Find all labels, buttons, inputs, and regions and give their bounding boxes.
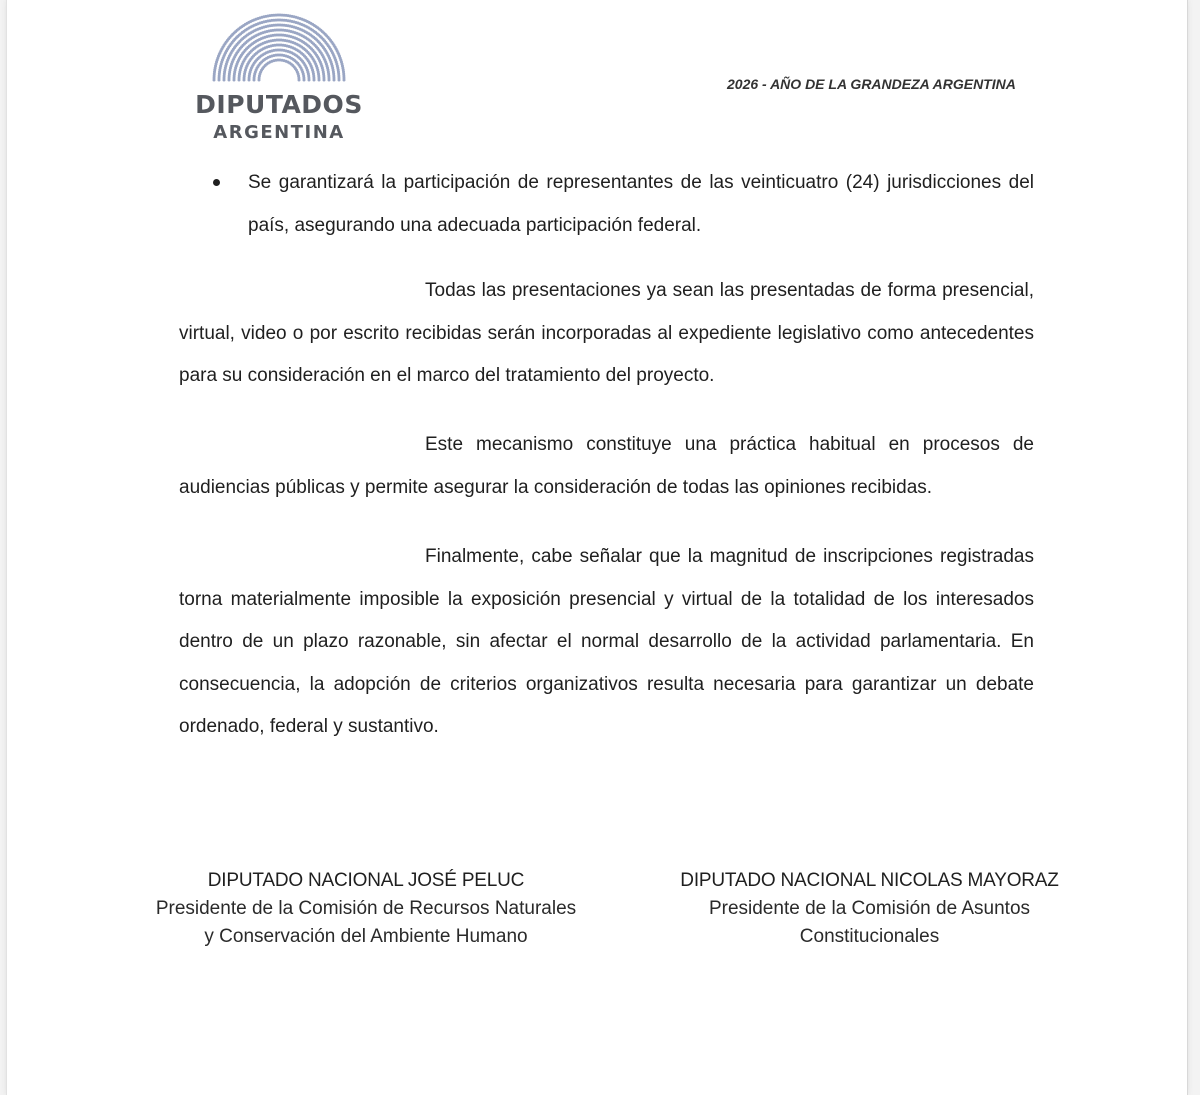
signature-role-line2: y Conservación del Ambiente Humano	[204, 926, 528, 947]
signature-name: DIPUTADO NACIONAL JOSÉ PELUC	[207, 870, 525, 891]
bullet-dot-icon	[213, 179, 220, 186]
signature-role-line1: Presidente de la Comisión de Asuntos	[708, 898, 1031, 919]
bullet-text: Se garantizará la participación de representantes de las veinticuatro (24) jurisdicciones del país, asegurando una adecuada participación federal.	[248, 172, 1034, 236]
year-motto: 2026 - AÑO DE LA GRANDEZA ARGENTINA	[727, 76, 1016, 92]
signature-block-peluc	[131, 867, 601, 951]
paragraph-mecanismo: Este mecanismo constituye una práctica habitual en procesos de audiencias públicas y permite asegurar la consideración de todas las opiniones recibidas.	[179, 434, 1034, 498]
diputados-logo	[179, 8, 379, 148]
logo-subtitle: ARGENTINA	[213, 122, 345, 143]
signature-name: DIPUTADO NACIONAL NICOLAS MAYORAZ	[680, 870, 1059, 891]
signature-role-line2: Constitucionales	[799, 926, 940, 947]
logo-title: DIPUTADOS	[195, 90, 363, 119]
document-page	[6, 0, 1188, 1095]
signature-role-line1: Presidente de la Comisión de Recursos Naturales	[155, 898, 577, 919]
signature-block-mayoraz	[637, 867, 1102, 951]
hemicycle-icon	[205, 8, 353, 86]
paragraph-finalmente: Finalmente, cabe señalar que la magnitud de inscripciones registradas torna materialmente imposible la exposición presencial y virtual de la totalidad de los interesados dentro de un plazo razonable, sin afectar el normal desarrollo de la actividad parlamentaria. En consecuencia, la adopción de criterios organizativos resulta necesaria para garantizar un debate ordenado, federal y sustantivo.	[179, 546, 1034, 737]
paragraph-presentaciones: Todas las presentaciones ya sean las presentadas de forma presencial, virtual, video o por escrito recibidas serán incorporadas al expediente legislativo como antecedentes para su consideración en el marco del tratamiento del proyecto.	[179, 280, 1034, 386]
bullet-item	[209, 162, 1034, 247]
